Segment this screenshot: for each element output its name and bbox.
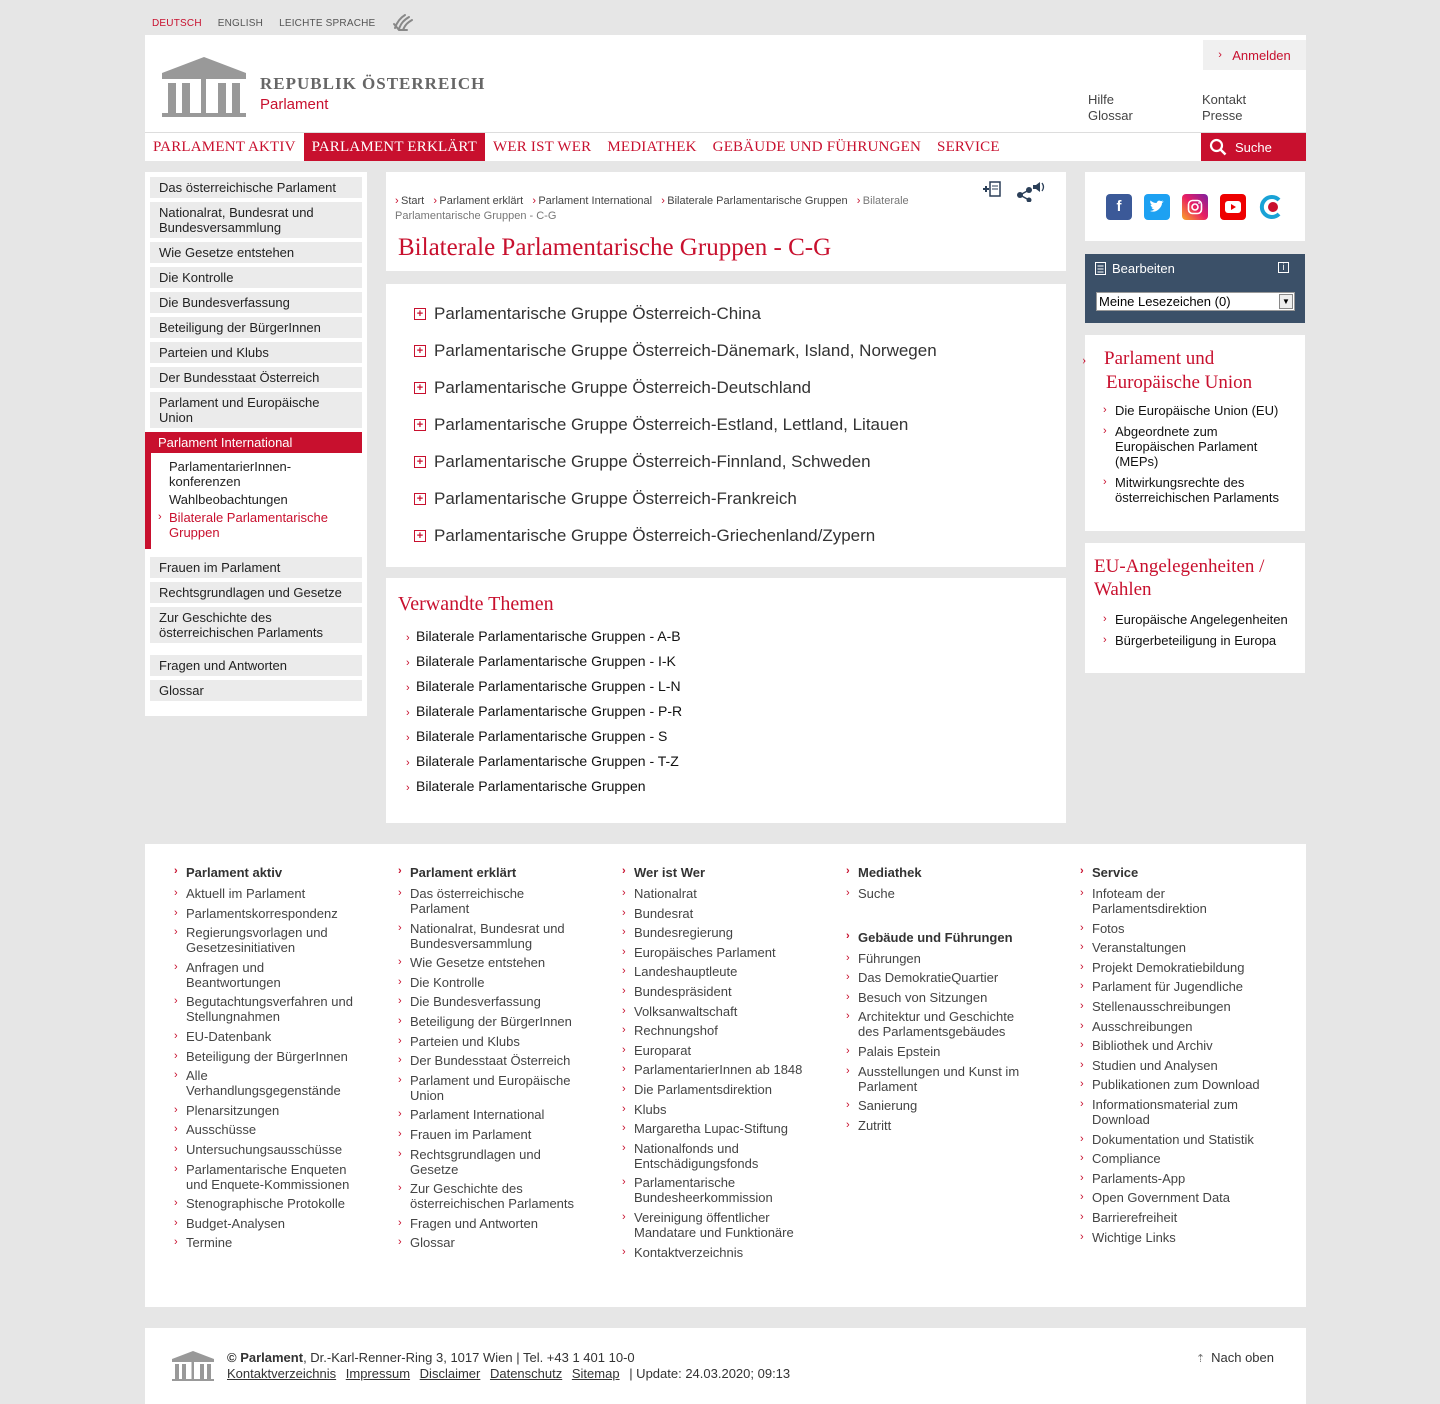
- sidebar-subitem[interactable]: ParlamentarierInnen-konferenzen: [169, 459, 292, 489]
- chevron-right-icon: ›: [174, 1216, 178, 1229]
- footer-link[interactable]: › Termine: [174, 1235, 233, 1251]
- sidebar-item[interactable]: Die Kontrolle: [150, 267, 362, 288]
- chevron-right-icon: ›: [1080, 1019, 1084, 1032]
- chevron-right-icon: ›: [174, 926, 178, 939]
- sidebar-item[interactable]: Nationalrat, Bundesrat und Bundesversammlung: [150, 202, 362, 238]
- eu-box-link[interactable]: › Abgeordnete zum Europäischen Parlament (MEPs): [1103, 424, 1258, 469]
- footer-link[interactable]: › Alle Verhandlungsgegenstände: [174, 1068, 341, 1099]
- chevron-right-icon: ›: [174, 1123, 178, 1136]
- footer-link[interactable]: › Klubs: [622, 1101, 667, 1117]
- footer-column-mediathek: [846, 865, 1031, 1137]
- sitemap-link[interactable]: Sitemap: [571, 1366, 620, 1381]
- contact-directory-link[interactable]: Kontaktverzeichnis: [227, 1366, 337, 1381]
- glossary-link[interactable]: Glossar: [1088, 108, 1133, 123]
- footer-link[interactable]: › Open Government Data: [1080, 1190, 1231, 1206]
- sidebar: [145, 172, 367, 716]
- chevron-right-icon: ›: [846, 971, 850, 984]
- back-to-top-link[interactable]: ⇡ Nach oben: [1195, 1350, 1274, 1365]
- nav-parlament-erklaert[interactable]: PARLAMENT ERKLÄRT: [304, 133, 485, 161]
- footer-link[interactable]: › Die Bundesverfassung: [398, 994, 541, 1010]
- footer-link[interactable]: › Landeshauptleute: [622, 964, 738, 980]
- logo-subtitle: Parlament: [260, 96, 329, 113]
- footer-link[interactable]: › Besuch von Sitzungen: [846, 989, 988, 1005]
- header: [145, 35, 1306, 132]
- footer-link[interactable]: › Fragen und Antworten: [398, 1215, 538, 1231]
- footer-link[interactable]: › Untersuchungsausschüsse: [174, 1141, 343, 1157]
- title-panel: [386, 172, 1066, 271]
- chevron-right-icon: ›: [1080, 1152, 1084, 1165]
- chevron-right-icon: ›: [622, 1004, 626, 1017]
- chevron-right-icon: ›: [1080, 887, 1084, 899]
- youtube-icon[interactable]: [1220, 194, 1246, 220]
- edit-bookmarks-button[interactable]: Bearbeiten: [1095, 261, 1175, 276]
- imprint-link[interactable]: Impressum: [345, 1366, 411, 1381]
- help-link[interactable]: Hilfe: [1088, 92, 1115, 107]
- footer-link[interactable]: › Ausstellungen und Kunst im Parlament: [846, 1063, 1020, 1094]
- footer-link[interactable]: › Aktuell im Parlament: [174, 886, 306, 901]
- related-link[interactable]: › Bilaterale Parlamentarische Gruppen: [406, 778, 646, 794]
- nav-wer-ist-wer[interactable]: WER IST WER: [493, 138, 592, 155]
- login-button[interactable]: › Anmelden: [1203, 40, 1306, 70]
- chevron-right-icon: ›: [622, 1024, 626, 1037]
- footer-link[interactable]: › Fotos: [1080, 920, 1125, 936]
- footer-link[interactable]: › Dokumentation und Statistik: [1080, 1131, 1254, 1147]
- chevron-right-icon: ›: [398, 1127, 402, 1140]
- chevron-right-icon: ›: [398, 1034, 402, 1047]
- chevron-right-icon: ›: [1080, 1039, 1084, 1052]
- chevron-right-icon: ›: [174, 1236, 178, 1249]
- footer-link[interactable]: › Suche: [846, 886, 895, 901]
- chevron-right-icon: ›: [398, 865, 402, 877]
- eu-elections-box: [1085, 543, 1305, 673]
- footer-link[interactable]: › Parlament und Europäische Union: [398, 1072, 571, 1103]
- footer-column-heading[interactable]: › Parlament aktiv: [174, 865, 283, 880]
- footer-column-parlament-erklaert: [398, 865, 583, 1255]
- footer-link[interactable]: › Volksanwaltschaft: [622, 1003, 738, 1019]
- plus-icon: +: [414, 493, 426, 505]
- chevron-right-icon: ›: [398, 995, 402, 1008]
- chevron-right-icon: ›: [174, 1142, 178, 1155]
- related-topics-panel: [386, 578, 1066, 823]
- footer-link[interactable]: › Budget-Analysen: [174, 1215, 286, 1231]
- plus-icon: +: [414, 345, 426, 357]
- lang-deutsch[interactable]: DEUTSCH: [152, 18, 202, 29]
- footer-link[interactable]: › Infoteam der Parlamentsdirektion: [1080, 886, 1207, 916]
- footer-link[interactable]: › Führungen: [846, 950, 921, 966]
- sidebar-item[interactable]: Frauen im Parlament: [150, 557, 362, 578]
- footer-link[interactable]: › Ausschreibungen: [1080, 1018, 1193, 1034]
- logo-title: REPUBLIK ÖSTERREICH: [260, 74, 486, 93]
- wahl-box-link[interactable]: › Bürgerbeteiligung in Europa: [1103, 633, 1277, 648]
- chevron-right-icon: ›: [846, 865, 850, 877]
- footer-link[interactable]: › Parlamentskorrespondenz: [174, 905, 338, 921]
- footer-link[interactable]: › Beteiligung der BürgerInnen: [398, 1013, 572, 1029]
- sidebar-subitem[interactable]: Wahlbeobachtungen: [169, 492, 288, 507]
- chevron-right-icon: ›: [158, 511, 162, 523]
- chevron-right-icon: ›: [1218, 49, 1222, 61]
- lang-english[interactable]: ENGLISH: [217, 18, 264, 29]
- nav-parlament-aktiv[interactable]: PARLAMENT AKTIV: [153, 138, 296, 155]
- footer-link[interactable]: › Stenographische Protokolle: [174, 1196, 345, 1212]
- footer-link[interactable]: › Ausschüsse: [174, 1122, 257, 1138]
- breadcrumb: › Start › Parlament erklärt › Parlament International › Bilaterale Parlamentarische Gruppen › Bilaterale Parlamentarische Gruppen - C-G: [395, 195, 909, 222]
- document-icon: [1095, 262, 1106, 275]
- footer-link[interactable]: › Nationalfonds und Entschädigungsfonds: [622, 1140, 759, 1171]
- parliament-building-icon[interactable]: [171, 1350, 215, 1382]
- eu-box-link[interactable]: › Mitwirkungsrechte des österreichischen Parlaments: [1103, 475, 1280, 505]
- share-audio-icon[interactable]: [1016, 180, 1048, 202]
- chevron-down-icon: ▼: [1279, 294, 1293, 309]
- footer-link[interactable]: › Veranstaltungen: [1080, 940, 1186, 956]
- footer-link[interactable]: › Barrierefreiheit: [1080, 1209, 1178, 1225]
- footer-link[interactable]: › Parlament International: [398, 1107, 545, 1123]
- sidebar-item-active[interactable]: Parlament International: [145, 432, 362, 453]
- footer-link[interactable]: › Das DemokratieQuartier: [846, 970, 999, 986]
- chevron-right-icon: ›: [622, 1043, 626, 1056]
- chevron-right-icon: ›: [174, 865, 178, 877]
- facebook-icon[interactable]: f: [1106, 194, 1132, 220]
- chevron-right-icon: ›: [846, 1044, 850, 1057]
- chevron-right-icon: ›: [622, 906, 626, 919]
- chevron-right-icon: ›: [174, 906, 178, 919]
- chevron-right-icon: ›: [174, 1069, 178, 1082]
- footer-link[interactable]: › Architektur und Geschichte des Parlamentsgebäudes: [846, 1009, 1015, 1040]
- chevron-right-icon: ›: [622, 1063, 626, 1076]
- footer-link[interactable]: › Parlamentarische Enqueten und Enquete-Kommissionen: [174, 1161, 350, 1192]
- chevron-right-icon: ›: [398, 1014, 402, 1027]
- sidebar-item[interactable]: Der Bundesstaat Österreich: [150, 367, 362, 388]
- chevron-right-icon: ›: [174, 995, 178, 1008]
- footer-link[interactable]: › Margaretha Lupac-Stiftung: [622, 1121, 788, 1137]
- chevron-right-icon: ›: [846, 887, 850, 899]
- chevron-right-icon: ›: [398, 975, 402, 988]
- chevron-right-icon: ›: [398, 1216, 402, 1229]
- chevron-right-icon: ›: [398, 1236, 402, 1249]
- related-link[interactable]: › Bilaterale Parlamentarische Gruppen - I-K: [406, 653, 676, 669]
- chevron-right-icon: ›: [622, 887, 626, 899]
- footer-link[interactable]: › Compliance: [1080, 1151, 1161, 1167]
- plus-icon: +: [414, 419, 426, 431]
- chevron-right-icon: ›: [398, 921, 402, 934]
- plus-icon: +: [414, 308, 426, 320]
- breadcrumb-current: Bilaterale Parlamentarische Gruppen - C-G: [395, 195, 909, 222]
- nav-service[interactable]: SERVICE: [937, 138, 1000, 155]
- chevron-right-icon: ›: [174, 887, 178, 899]
- chevron-right-icon: ›: [622, 1082, 626, 1095]
- chevron-right-icon: ›: [398, 956, 402, 969]
- footer-link[interactable]: › Nationalrat: [622, 886, 697, 901]
- bottom-bar: [145, 1328, 1306, 1404]
- chevron-right-icon: ›: [622, 1210, 626, 1223]
- related-link[interactable]: › Bilaterale Parlamentarische Gruppen - T-Z: [406, 753, 679, 769]
- sidebar-item[interactable]: Parteien und Klubs: [150, 342, 362, 363]
- breadcrumb-item[interactable]: Parlament erklärt: [439, 195, 524, 207]
- footer-link[interactable]: › Parteien und Klubs: [398, 1033, 520, 1049]
- group-accordion-item[interactable]: + Parlamentarische Gruppe Österreich-Estland, Lettland, Litauen: [386, 406, 1066, 443]
- footer-link[interactable]: › Zur Geschichte des österreichischen Parlaments: [398, 1181, 575, 1212]
- twitter-icon[interactable]: [1144, 194, 1170, 220]
- footer-link[interactable]: › Publikationen zum Download: [1080, 1077, 1260, 1093]
- footer-link[interactable]: › Wichtige Links: [1080, 1229, 1176, 1245]
- chevron-right-icon: ›: [622, 1245, 626, 1258]
- language-bar: [152, 12, 415, 35]
- eu-box-link[interactable]: › Die Europäische Union (EU): [1103, 403, 1279, 418]
- footer-column-service: [1080, 865, 1265, 1249]
- footer-link[interactable]: › Vereinigung öffentlicher Mandatare und Funktionäre: [622, 1209, 794, 1240]
- plus-icon: +: [414, 456, 426, 468]
- plus-icon: +: [414, 530, 426, 542]
- chevron-right-icon: ›: [1080, 865, 1084, 877]
- sidebar-item[interactable]: Die Bundesverfassung: [150, 292, 362, 313]
- related-title: Verwandte Themen: [398, 593, 554, 615]
- related-link[interactable]: › Bilaterale Parlamentarische Gruppen - A-B: [406, 628, 681, 644]
- info-icon[interactable]: i: [1278, 262, 1289, 273]
- bookmark-panel: [1085, 254, 1305, 323]
- chevron-right-icon: ›: [398, 1182, 402, 1195]
- chevron-right-icon: ›: [846, 1064, 850, 1077]
- instagram-icon[interactable]: [1182, 194, 1208, 220]
- breadcrumb-item[interactable]: Bilaterale Parlamentarische Gruppen: [667, 195, 848, 207]
- chevron-right-icon: ›: [1080, 941, 1084, 954]
- chevron-right-icon: ›: [1080, 1058, 1084, 1071]
- sidebar-item[interactable]: Wie Gesetze entstehen: [150, 242, 362, 263]
- footer-column-wer-ist-wer: [622, 865, 807, 1264]
- chevron-right-icon: ›: [622, 965, 626, 978]
- group-accordion-item[interactable]: + Parlamentarische Gruppe Österreich-Deutschland: [386, 369, 1066, 406]
- sidebar-item[interactable]: Parlament und Europäische Union: [150, 392, 362, 428]
- sidebar-item[interactable]: Glossar: [150, 680, 362, 701]
- chevron-right-icon: ›: [1080, 1210, 1084, 1223]
- chevron-right-icon: ›: [398, 1108, 402, 1121]
- chevron-right-icon: ›: [846, 990, 850, 1003]
- chevron-right-icon: ›: [174, 1197, 178, 1210]
- search-button[interactable]: Suche: [1201, 133, 1306, 161]
- page-title: Bilaterale Parlamentarische Gruppen - C-G: [398, 234, 832, 261]
- chevron-right-icon: ›: [398, 1054, 402, 1067]
- chevron-right-icon: ›: [1080, 921, 1084, 934]
- footer-link[interactable]: › Wie Gesetze entstehen: [398, 955, 546, 971]
- breadcrumb-item[interactable]: Parlament International: [538, 195, 653, 207]
- group-accordion-item[interactable]: + Parlamentarische Gruppe Österreich-Dänemark, Island, Norwegen: [386, 332, 1066, 369]
- footer-link[interactable]: › ParlamentarierInnen ab 1848: [622, 1062, 803, 1078]
- wahl-box-title[interactable]: EU-Angelegenheiten / Wahlen: [1094, 556, 1265, 600]
- disclaimer-link[interactable]: Disclaimer: [419, 1366, 481, 1381]
- chevron-right-icon: ›: [622, 945, 626, 958]
- chevron-right-icon: ›: [622, 865, 626, 877]
- footer-link[interactable]: › Die Parlamentsdirektion: [622, 1081, 773, 1097]
- arrow-up-icon: ⇡: [1195, 1353, 1206, 1365]
- lang-easy[interactable]: LEICHTE SPRACHE: [279, 18, 376, 29]
- chevron-right-icon: ›: [174, 960, 178, 973]
- breadcrumb-item[interactable]: Start: [401, 195, 425, 207]
- demokratie-app-icon[interactable]: [1258, 194, 1284, 220]
- footer-column-heading[interactable]: › Service: [1080, 865, 1139, 880]
- footer-link[interactable]: › Stellenausschreibungen: [1080, 998, 1231, 1014]
- footer-link[interactable]: › Bibliothek und Archiv: [1080, 1038, 1213, 1054]
- footer-link[interactable]: › Rechtsgrundlagen und Gesetze: [398, 1146, 541, 1177]
- sign-language-icon[interactable]: [391, 12, 415, 35]
- copyright: © Parlament: [227, 1350, 304, 1365]
- contact-link[interactable]: Kontakt: [1202, 92, 1247, 107]
- related-link[interactable]: › Bilaterale Parlamentarische Gruppen - P-R: [406, 703, 683, 719]
- footer-column-heading[interactable]: › Mediathek: [846, 865, 922, 880]
- footer-link[interactable]: › Beteiligung der BürgerInnen: [174, 1048, 348, 1064]
- privacy-link[interactable]: Datenschutz: [489, 1366, 563, 1381]
- footer-link[interactable]: › Parlamentarische Bundesheerkommission: [622, 1175, 773, 1206]
- wahl-box-link[interactable]: › Europäische Angelegenheiten: [1103, 612, 1288, 627]
- footer-link[interactable]: › Anfragen und Beantwortungen: [174, 959, 281, 990]
- eu-related-box: [1082, 335, 1305, 531]
- chevron-right-icon: ›: [174, 1049, 178, 1062]
- chevron-right-icon: ›: [846, 1118, 850, 1131]
- sidebar-subitem-current[interactable]: › Bilaterale Parlamentarische Gruppen: [158, 510, 328, 540]
- footer-link[interactable]: › Das österreichische Parlament: [398, 886, 525, 916]
- chevron-right-icon: ›: [622, 1102, 626, 1115]
- chevron-right-icon: ›: [622, 1176, 626, 1189]
- main-navigation: [145, 132, 1306, 161]
- footer-column-parlament-aktiv: [174, 865, 359, 1255]
- chevron-right-icon: ›: [1080, 1097, 1084, 1110]
- chevron-right-icon: ›: [622, 1122, 626, 1135]
- sidebar-item[interactable]: Zur Geschichte des österreichischen Parlaments: [150, 607, 362, 643]
- social-panel: [1085, 172, 1305, 241]
- group-accordion-item[interactable]: + Parlamentarische Gruppe Österreich-Finnland, Schweden: [386, 443, 1066, 480]
- chevron-right-icon: ›: [174, 1103, 178, 1116]
- chevron-right-icon: ›: [1080, 1230, 1084, 1243]
- footer-link[interactable]: › Rechnungshof: [622, 1023, 718, 1039]
- footer-link[interactable]: › Parlaments-App: [1080, 1170, 1186, 1186]
- group-accordion-item[interactable]: + Parlamentarische Gruppe Österreich-China: [386, 295, 1066, 332]
- press-link[interactable]: Presse: [1202, 108, 1243, 123]
- chevron-right-icon: ›: [1080, 999, 1084, 1012]
- footer-link[interactable]: › Parlament für Jugendliche: [1080, 979, 1244, 995]
- footer-link[interactable]: › Bundesregierung: [622, 925, 734, 941]
- chevron-right-icon: ›: [1080, 1132, 1084, 1145]
- chevron-right-icon: ›: [174, 1162, 178, 1175]
- footer-link[interactable]: › Der Bundesstaat Österreich: [398, 1053, 571, 1069]
- chevron-right-icon: ›: [398, 887, 402, 899]
- related-link[interactable]: › Bilaterale Parlamentarische Gruppen - S: [406, 728, 668, 744]
- sidebar-item[interactable]: Fragen und Antworten: [150, 655, 362, 676]
- sidebar-item[interactable]: Rechtsgrundlagen und Gesetze: [150, 582, 362, 603]
- footer-link[interactable]: › Projekt Demokratiebildung: [1080, 959, 1245, 975]
- footer-column-heading[interactable]: › Wer ist Wer: [622, 865, 706, 880]
- footer-link[interactable]: › Begutachtungsverfahren und Stellungnahmen: [174, 994, 353, 1025]
- chevron-right-icon: ›: [622, 984, 626, 997]
- eu-box-title[interactable]: › Parlament und Europäische Union: [1082, 348, 1253, 393]
- bookmark-select[interactable]: Meine Lesezeichen (0) ▼: [1096, 292, 1295, 311]
- parliament-logo[interactable]: [160, 55, 485, 119]
- footer-link[interactable]: › EU-Datenbank: [174, 1028, 272, 1044]
- footer-link[interactable]: › Palais Epstein: [846, 1043, 941, 1059]
- chevron-right-icon: ›: [846, 929, 850, 942]
- footer-link[interactable]: › Plenarsitzungen: [174, 1102, 280, 1118]
- footer-link[interactable]: › Glossar: [398, 1235, 455, 1251]
- add-bookmark-icon[interactable]: [982, 180, 1002, 198]
- sidebar-item[interactable]: Beteiligung der BürgerInnen: [150, 317, 362, 338]
- nav-gebaeude[interactable]: GEBÄUDE UND FÜHRUNGEN: [712, 138, 922, 155]
- chevron-right-icon: ›: [1080, 980, 1084, 993]
- footer-sitemap: [145, 844, 1306, 1307]
- chevron-right-icon: ›: [1080, 1171, 1084, 1184]
- footer-link[interactable]: › Kontaktverzeichnis: [622, 1244, 744, 1260]
- chevron-right-icon: ›: [1080, 1191, 1084, 1204]
- footer-column-heading[interactable]: › Gebäude und Führungen: [846, 929, 1013, 945]
- sidebar-submenu: [145, 453, 362, 549]
- related-link[interactable]: › Bilaterale Parlamentarische Gruppen - L-N: [406, 678, 681, 694]
- chevron-right-icon: ›: [174, 1029, 178, 1042]
- chevron-right-icon: ›: [398, 1147, 402, 1160]
- group-accordion-item[interactable]: + Parlamentarische Gruppe Österreich-Frankreich: [386, 480, 1066, 517]
- address: , Dr.-Karl-Renner-Ring 3, 1017 Wien | Tel. +43 1 401 10-0: [303, 1350, 635, 1365]
- search-icon: [1209, 138, 1227, 156]
- footer-link[interactable]: › Informationsmaterial zum Download: [1080, 1096, 1238, 1127]
- footer-link[interactable]: › Nationalrat, Bundesrat und Bundesversammlung: [398, 920, 565, 951]
- footer-link[interactable]: › Europarat: [622, 1042, 692, 1058]
- sidebar-item[interactable]: Das österreichische Parlament: [150, 177, 362, 198]
- footer-link[interactable]: › Die Kontrolle: [398, 974, 485, 990]
- chevron-right-icon: ›: [622, 926, 626, 939]
- chevron-right-icon: ›: [846, 951, 850, 964]
- chevron-right-icon: ›: [398, 1073, 402, 1086]
- chevron-right-icon: ›: [622, 1141, 626, 1154]
- footer-link[interactable]: › Sanierung: [846, 1098, 918, 1114]
- footer-link[interactable]: › Frauen im Parlament: [398, 1126, 532, 1142]
- footer-link[interactable]: › Bundespräsident: [622, 983, 732, 999]
- parliament-building-icon: [160, 55, 248, 119]
- footer-link[interactable]: › Europäisches Parlament: [622, 944, 776, 960]
- footer-link[interactable]: › Zutritt: [846, 1117, 892, 1133]
- nav-mediathek[interactable]: MEDIATHEK: [607, 138, 697, 155]
- update-info: | Update: 24.03.2020; 09:13: [629, 1366, 791, 1381]
- footer-link[interactable]: › Studien und Analysen: [1080, 1057, 1218, 1073]
- groups-panel: [386, 284, 1066, 567]
- chevron-right-icon: ›: [1080, 1078, 1084, 1091]
- footer-link[interactable]: › Regierungsvorlagen und Gesetzesinitiativen: [174, 925, 328, 956]
- footer-link[interactable]: › Bundesrat: [622, 905, 694, 921]
- group-accordion-item[interactable]: + Parlamentarische Gruppe Österreich-Griechenland/Zypern: [386, 517, 1066, 554]
- chevron-right-icon: ›: [846, 1099, 850, 1112]
- chevron-right-icon: ›: [1080, 960, 1084, 973]
- chevron-right-icon: ›: [846, 1010, 850, 1023]
- footer-column-heading[interactable]: › Parlament erklärt: [398, 865, 517, 880]
- plus-icon: +: [414, 382, 426, 394]
